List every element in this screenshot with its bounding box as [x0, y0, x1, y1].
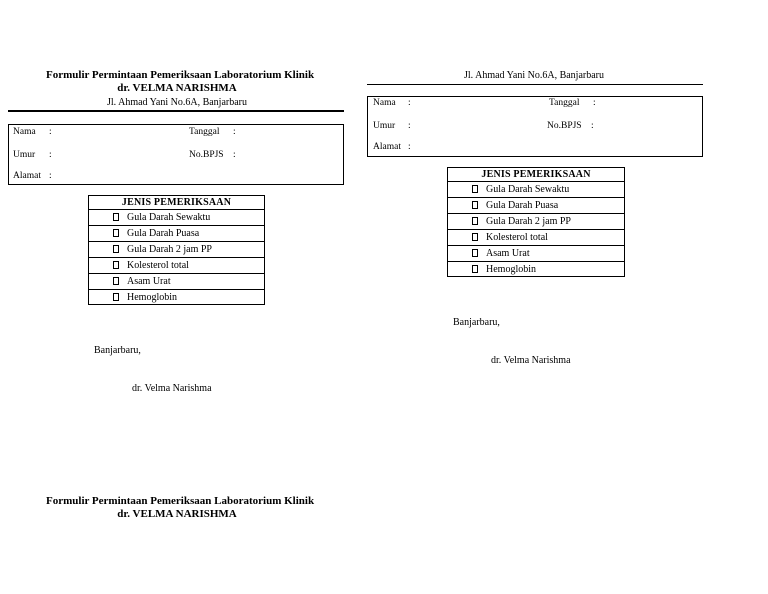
- colon: :: [591, 121, 594, 131]
- form-2-address: Jl. Ahmad Yani No.6A, Banjarbaru: [464, 70, 604, 81]
- form-2-divider: [367, 84, 703, 85]
- exam-option-label: Hemoglobin: [486, 264, 536, 275]
- colon: :: [408, 121, 411, 131]
- exam-option-label: Hemoglobin: [127, 292, 177, 303]
- exam-option-label: Gula Darah 2 jam PP: [486, 216, 571, 227]
- form-1-exam-table: [88, 195, 265, 305]
- exam-option-label: Gula Darah Sewaktu: [127, 212, 211, 223]
- form-3-title: Formulir Permintaan Pemeriksaan Laboratorium Klinik: [46, 495, 315, 507]
- exam-table-header: JENIS PEMERIKSAAN: [448, 168, 624, 182]
- form-1-doctor-header: dr. VELMA NARISHMA: [117, 82, 237, 94]
- checkbox[interactable]: [472, 233, 478, 241]
- exam-option[interactable]: [89, 290, 264, 305]
- label-umur: Umur: [13, 150, 36, 160]
- form-2-signature: dr. Velma Narishma: [491, 355, 571, 366]
- form-1-place: Banjarbaru,: [94, 345, 141, 356]
- label-nama: Nama: [13, 127, 36, 137]
- exam-option[interactable]: [448, 230, 624, 246]
- exam-option[interactable]: [89, 258, 264, 274]
- exam-option-label: Gula Darah Puasa: [127, 228, 200, 239]
- checkbox[interactable]: [472, 249, 478, 257]
- exam-option[interactable]: [448, 214, 624, 230]
- colon: :: [49, 171, 52, 181]
- checkbox[interactable]: [472, 265, 478, 273]
- colon: :: [408, 98, 411, 108]
- form-2-place: Banjarbaru,: [453, 317, 500, 328]
- form-1-address: Jl. Ahmad Yani No.6A, Banjarbaru: [107, 97, 247, 108]
- exam-option-label: Gula Darah Puasa: [486, 200, 559, 211]
- checkbox[interactable]: [113, 229, 119, 237]
- colon: :: [233, 150, 236, 160]
- form-2-patient-info-box: [367, 96, 703, 157]
- label-bpjs: No.BPJS: [189, 150, 224, 160]
- exam-option[interactable]: [89, 274, 264, 290]
- checkbox[interactable]: [472, 185, 478, 193]
- exam-option[interactable]: [89, 242, 264, 258]
- exam-table-header: JENIS PEMERIKSAAN: [89, 196, 264, 210]
- exam-option[interactable]: [448, 182, 624, 198]
- checkbox[interactable]: [113, 293, 119, 301]
- colon: :: [233, 127, 236, 137]
- form-2-exam-table: [447, 167, 625, 277]
- label-alamat: Alamat: [373, 142, 401, 152]
- exam-option-label: Asam Urat: [486, 248, 530, 259]
- label-tanggal: Tanggal: [189, 127, 220, 137]
- label-alamat: Alamat: [13, 171, 41, 181]
- checkbox[interactable]: [472, 201, 478, 209]
- label-nama: Nama: [373, 98, 396, 108]
- exam-option-label: Gula Darah 2 jam PP: [127, 244, 212, 255]
- exam-option[interactable]: [448, 246, 624, 262]
- form-1-title: Formulir Permintaan Pemeriksaan Laboratorium Klinik: [46, 69, 315, 81]
- exam-option[interactable]: [89, 226, 264, 242]
- checkbox[interactable]: [113, 213, 119, 221]
- label-umur: Umur: [373, 121, 396, 131]
- colon: :: [593, 98, 596, 108]
- checkbox[interactable]: [113, 245, 119, 253]
- colon: :: [408, 142, 411, 152]
- exam-option-label: Asam Urat: [127, 276, 171, 287]
- exam-option-label: Kolesterol total: [127, 260, 189, 271]
- exam-option[interactable]: [89, 210, 264, 226]
- label-tanggal: Tanggal: [549, 98, 580, 108]
- form-1-signature: dr. Velma Narishma: [132, 383, 212, 394]
- form-3-doctor-header: dr. VELMA NARISHMA: [117, 508, 237, 520]
- colon: :: [49, 127, 52, 137]
- checkbox[interactable]: [113, 277, 119, 285]
- exam-option[interactable]: [448, 262, 624, 277]
- form-1-divider: [8, 110, 344, 112]
- colon: :: [49, 150, 52, 160]
- checkbox[interactable]: [472, 217, 478, 225]
- exam-option-label: Gula Darah Sewaktu: [486, 184, 570, 195]
- exam-option-label: Kolesterol total: [486, 232, 548, 243]
- checkbox[interactable]: [113, 261, 119, 269]
- exam-option[interactable]: [448, 198, 624, 214]
- label-bpjs: No.BPJS: [547, 121, 582, 131]
- form-1-patient-info-box: [8, 124, 344, 185]
